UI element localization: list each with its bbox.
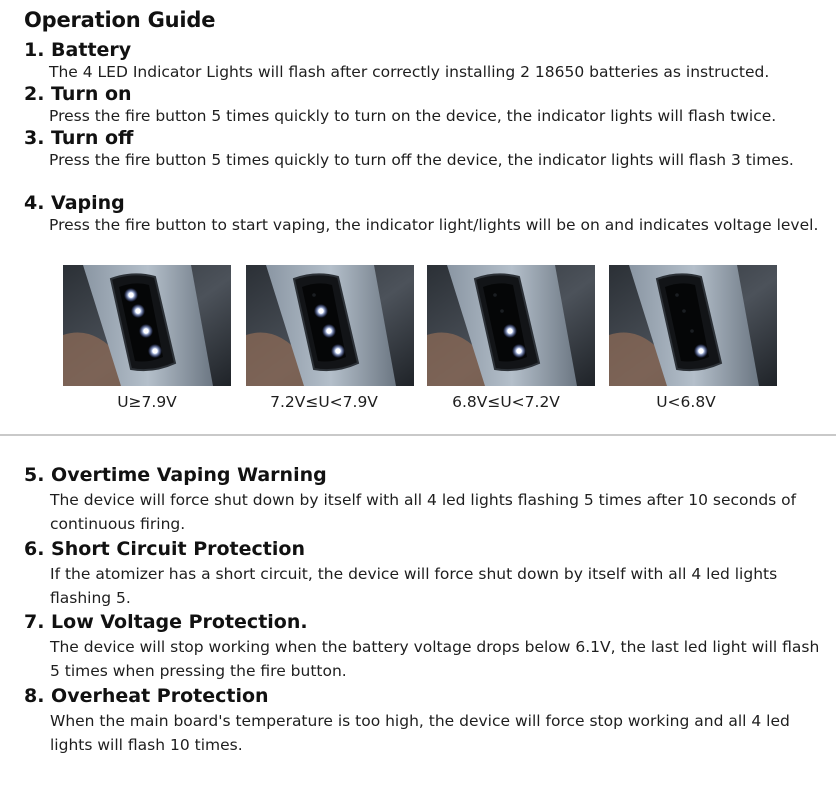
step-text-turn-on: Press the fire button 5 times quickly to turn on the device, the indicator lights will flash twice. [49, 107, 777, 125]
led-lit [694, 344, 708, 358]
voltage-caption-low: U<6.8V [656, 393, 716, 411]
step-heading-vaping: 4. Vaping [24, 192, 125, 214]
device-illustration [427, 265, 595, 386]
led-lit [322, 324, 336, 338]
led-lit [139, 324, 153, 338]
step-text-battery: The 4 LED Indicator Lights will flash after correctly installing 2 18650 batteries as instructed. [49, 63, 770, 81]
protection-text-overtime: The device will force shut down by itself with all 4 led lights flashing 5 times after 10 seconds of continuous firing. [50, 491, 797, 533]
step-text-turn-off: Press the fire button 5 times quickly to turn off the device, the indicator lights will flash 3 times. [49, 151, 794, 169]
protection-text-low-voltage: The device will stop working when the battery voltage drops below 6.1V, the last led light will flash 5 times when pressing the fire button. [50, 638, 820, 680]
protection-heading-overtime: 5. Overtime Vaping Warning [24, 464, 327, 486]
protection-text-overheat: When the main board's temperature is too high, the device will force stop working and all 4 led lights will flash 10 times. [50, 712, 790, 754]
device-illustration [609, 265, 777, 386]
step-heading-turn-on: 2. Turn on [24, 83, 132, 105]
led-lit [512, 344, 526, 358]
led-photo-3-lights [246, 265, 414, 386]
led-photo-1-light [609, 265, 777, 386]
voltage-caption-high: U≥7.9V [117, 393, 177, 411]
protection-heading-low-voltage: 7. Low Voltage Protection. [24, 611, 308, 633]
step-heading-battery: 1. Battery [24, 39, 132, 61]
voltage-caption-mid-high: 7.2V≤U<7.9V [270, 393, 378, 411]
led-lit [314, 304, 328, 318]
led-off [682, 309, 686, 313]
led-lit [131, 304, 145, 318]
device-illustration [63, 265, 231, 386]
led-off [690, 329, 694, 333]
led-lit [124, 288, 138, 302]
led-off [493, 293, 497, 297]
voltage-caption-mid-low: 6.8V≤U<7.2V [452, 393, 560, 411]
protection-heading-overheat: 8. Overheat Protection [24, 685, 269, 707]
page-title: Operation Guide [24, 8, 216, 32]
protection-heading-short-circuit: 6. Short Circuit Protection [24, 538, 305, 560]
led-lit [148, 344, 162, 358]
protection-text-short-circuit: If the atomizer has a short circuit, the device will force shut down by itself with all 4 led lights flashing 5. [50, 565, 778, 607]
device-illustration [246, 265, 414, 386]
led-lit [331, 344, 345, 358]
led-lit [503, 324, 517, 338]
section-divider [0, 434, 836, 436]
step-text-vaping: Press the fire button to start vaping, the indicator light/lights will be on and indicates voltage level. [49, 216, 819, 234]
led-off [675, 293, 679, 297]
led-photo-4-lights [63, 265, 231, 386]
led-photo-2-lights [427, 265, 595, 386]
led-off [312, 293, 316, 297]
step-heading-turn-off: 3. Turn off [24, 127, 134, 149]
led-off [500, 309, 504, 313]
